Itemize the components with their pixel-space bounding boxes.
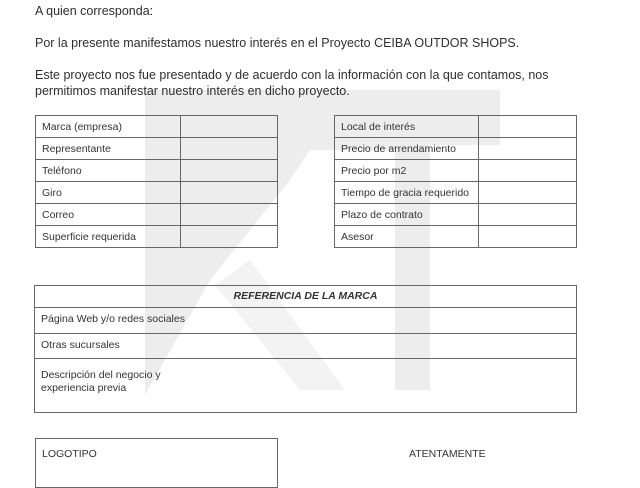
field-value-advisor[interactable] — [479, 226, 577, 248]
field-value-price-per-m2[interactable] — [479, 160, 577, 182]
field-label: Plazo de contrato — [335, 204, 479, 226]
table-row — [335, 182, 577, 204]
field-label: Marca (empresa) — [36, 116, 181, 138]
field-value-brand[interactable] — [181, 116, 278, 138]
website-label: Página Web y/o redes sociales — [41, 313, 185, 325]
field-value-representative[interactable] — [181, 138, 278, 160]
table-row — [335, 204, 577, 226]
branches-label: Otras sucursales — [41, 339, 120, 351]
field-label: Teléfono — [36, 160, 181, 182]
field-value-rent-price[interactable] — [479, 138, 577, 160]
branches-field[interactable] — [35, 334, 576, 359]
lease-info-table — [334, 115, 577, 248]
field-label: Representante — [36, 138, 181, 160]
table-row — [36, 160, 278, 182]
field-label: Precio de arrendamiento — [335, 138, 479, 160]
field-label: Tiempo de gracia requerido — [335, 182, 479, 204]
field-value-phone[interactable] — [181, 160, 278, 182]
table-row — [335, 138, 577, 160]
table-row — [36, 138, 278, 160]
field-value-grace-period[interactable] — [479, 182, 577, 204]
field-value-area[interactable] — [181, 226, 278, 248]
field-value-contract-term[interactable] — [479, 204, 577, 226]
body-paragraph-line-1: Este proyecto nos fue presentado y de acuerdo con la información con la que contamos, nos — [35, 68, 549, 82]
description-label-line-1: Descripción del negocio y — [41, 369, 161, 381]
description-label-line-2: experiencia previa — [41, 382, 127, 394]
table-row — [335, 226, 577, 248]
field-value-email[interactable] — [181, 204, 278, 226]
table-row — [335, 160, 577, 182]
website-field[interactable] — [35, 308, 576, 334]
table-row — [36, 226, 278, 248]
brand-reference-box — [34, 285, 577, 413]
table-row — [36, 204, 278, 226]
greeting: A quien corresponda: — [35, 4, 154, 18]
intro-paragraph: Por la presente manifestamos nuestro interés en el Proyecto CEIBA OUTDOR SHOPS. — [35, 36, 520, 50]
brand-reference-header: REFERENCIA DE LA MARCA — [35, 286, 576, 308]
logo-box[interactable] — [35, 438, 278, 488]
field-value-unit[interactable] — [479, 116, 577, 138]
table-row — [335, 116, 577, 138]
applicant-info-table — [35, 115, 278, 248]
field-label: Superficie requerida — [36, 226, 181, 248]
sign-off: ATENTAMENTE — [409, 448, 486, 460]
logo-label: LOGOTIPO — [42, 448, 97, 460]
body-paragraph-line-2: permitimos manifestar nuestro interés en dicho proyecto. — [35, 84, 350, 98]
field-value-business-type[interactable] — [181, 182, 278, 204]
field-label: Asesor — [335, 226, 479, 248]
description-field[interactable] — [35, 359, 576, 395]
field-label: Correo — [36, 204, 181, 226]
table-row — [36, 182, 278, 204]
field-label: Precio por m2 — [335, 160, 479, 182]
field-label: Local de interés — [335, 116, 479, 138]
field-label: Giro — [36, 182, 181, 204]
table-row — [36, 116, 278, 138]
